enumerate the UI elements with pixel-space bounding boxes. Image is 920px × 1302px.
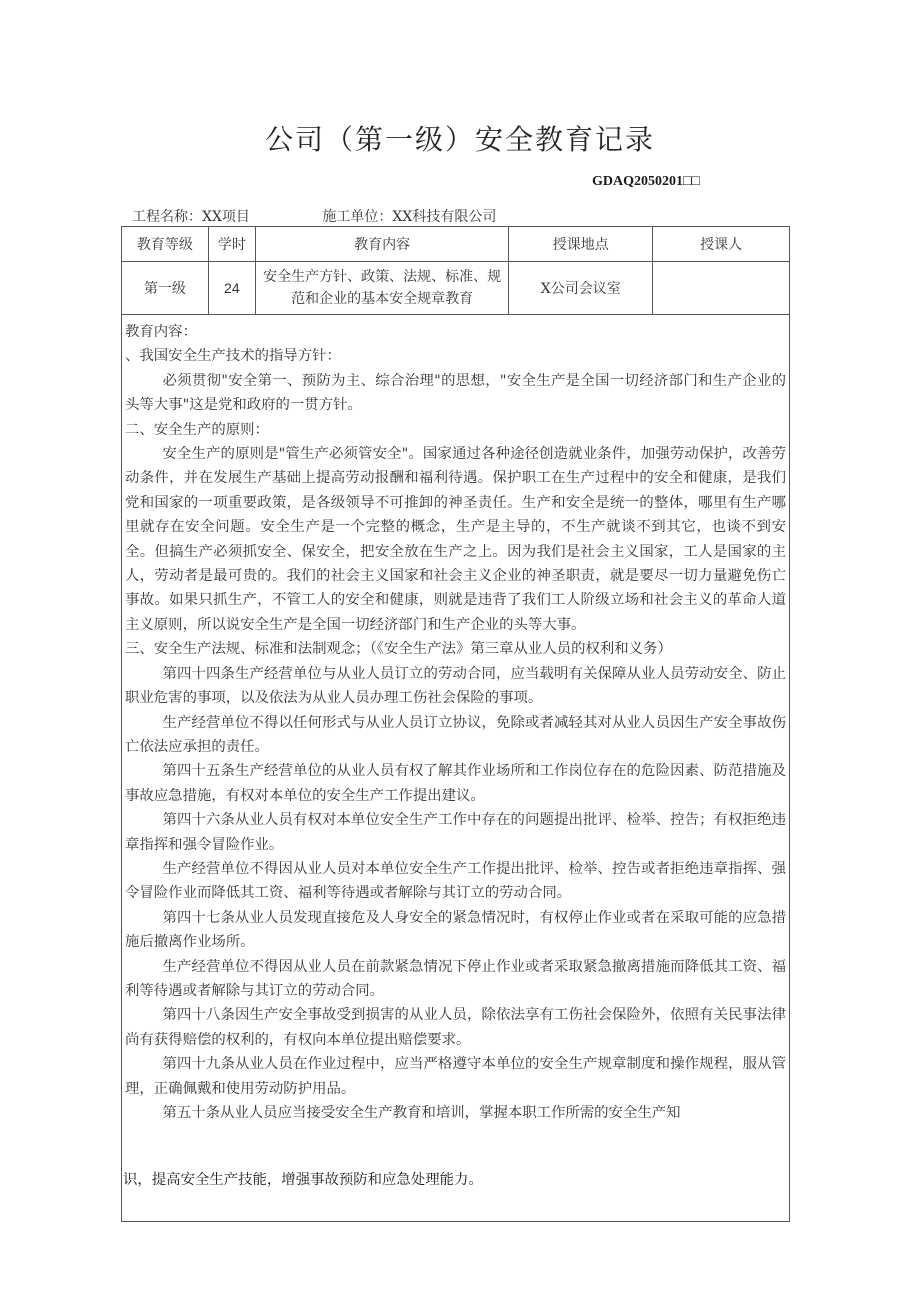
header-level: 教育等级 — [122, 227, 209, 262]
project-name: 工程名称：XX项目 — [132, 209, 250, 225]
paragraph: 第四十四条生产经营单位与从业人员订立的劳动合同，应当载明有关保障从业人员劳动安全、防止职业危害的事项，以及依法为从业人员办理工伤社会保险的事项。 — [125, 665, 786, 707]
paragraph: 第四十五条生产经营单位的从业人员有权了解其作业场所和工作岗位存在的危险因素、防范措施及事故应急措施，有权对本单位的安全生产工作提出建议。 — [125, 763, 786, 804]
education-record-table — [121, 226, 790, 1222]
table-row — [122, 262, 790, 315]
cell-location: X公司会议室 — [509, 262, 653, 315]
paragraph: 必须贯彻"安全第一、预防为主、综合治理"的思想，"安全生产是全国一切经济部门和生产企业的头等大事"这是党和政府的一贯方针。 — [125, 372, 786, 414]
section-heading: 、我国安全生产技术的指导方针： — [125, 348, 341, 365]
paragraph: 生产经营单位不得因从业人员对本单位安全生产工作提出批评、检举、控告或者拒绝违章指挥、强令冒险作业而降低其工资、福利等待遇或者解除与其订立的劳动合同。 — [125, 860, 786, 902]
paragraph: 第四十七条从业人员发现直接危及人身安全的紧急情况时，有权停止作业或者在采取可能的应急措施后撤离作业场所。 — [125, 909, 786, 951]
content-row — [122, 315, 790, 1222]
overflow-text: 识，提高安全生产技能，增强事故预防和应急处理能力。 — [123, 1172, 483, 1188]
paragraph: 第四十九条从业人员在作业过程中，应当严格遵守本单位的安全生产规章制度和操作规程，服从管理，正确佩戴和使用劳动防护用品。 — [125, 1056, 786, 1097]
education-content — [122, 315, 789, 1125]
paragraph: 生产经营单位不得以任何形式与从业人员订立协议，免除或者减轻其对从业人员因生产安全事故伤亡依法应承担的责任。 — [125, 714, 786, 755]
paragraph: 第四十六条从业人员有权对本单位安全生产工作中存在的问题提出批评、检举、控告；有权拒绝违章指挥和强令冒险作业。 — [125, 812, 786, 853]
cell-content: 安全生产方针、政策、法规、标准、规范和企业的基本安全规章教育 — [255, 262, 509, 315]
paragraph: 安全生产的原则是"管生产必须管安全"。国家通过各种途径创造就业条件，加强劳动保护，改善劳动条件，并在发展生产基础上提高劳动报酬和福利待遇。保护职工在生产过程中的安全和健康，是我们党和国家的一项重要政策，是各级领导不可推卸的神圣责任。生产和安全是统一的整体，哪里有生产哪里就存在安全问题。安全生产是一个完整的概念，生产是主导的，不生产就谈不到其它，也谈不到安全。但搞生产必须抓安全、保安全，把安全放在生产之上。因为我们是社会主义国家，工人是国家的主人，劳动者是最可贵的。我们的社会主义国家和社会主义企业的神圣职责，就是要尽一切力量避免伤亡事故。如果只抓生产，不管工人的安全和健康，则就是违背了我们工人阶级立场和社会主义的革命人道主义原则，所以说安全生产是全国一切经济部门和生产企业的头等大事。 — [125, 446, 786, 633]
header-teacher: 授课人 — [653, 227, 790, 262]
header-content: 教育内容 — [255, 227, 509, 262]
section-heading: 三、安全生产法规、标准和法制观念；（《安全生产法》第三章从业人员的权利和义务） — [125, 641, 672, 658]
paragraph: 生产经营单位不得因从业人员在前款紧急情况下停止作业或者采取紧急撤离措施而降低其工资、福利等待遇或者解除与其订立的劳动合同。 — [125, 958, 786, 999]
content-cell — [122, 315, 790, 1222]
cell-teacher — [653, 262, 790, 315]
document-code: GDAQ2050201□□ — [592, 174, 700, 189]
cell-level: 第一级 — [122, 262, 209, 315]
header-hours: 学时 — [208, 227, 255, 262]
construction-unit: 施工单位：XX科技有限公司 — [322, 209, 497, 225]
cell-hours: 24 — [208, 262, 255, 315]
project-info — [132, 206, 496, 226]
page-title: 公司（第一级）安全教育记录 — [264, 123, 655, 156]
paragraph: 第五十条从业人员应当接受安全生产教育和培训，掌握本职工作所需的安全生产知 — [162, 1105, 681, 1121]
table-header-row — [122, 227, 790, 262]
section-heading: 二、安全生产的原则： — [125, 421, 269, 438]
header-location: 授课地点 — [509, 227, 653, 262]
paragraph: 第四十八条因生产安全事故受到损害的从业人员，除依法享有工伤社会保险外，依照有关民事法律尚有获得赔偿的权利的，有权向本单位提出赔偿要求。 — [125, 1007, 786, 1048]
content-label: 教育内容： — [125, 324, 197, 340]
